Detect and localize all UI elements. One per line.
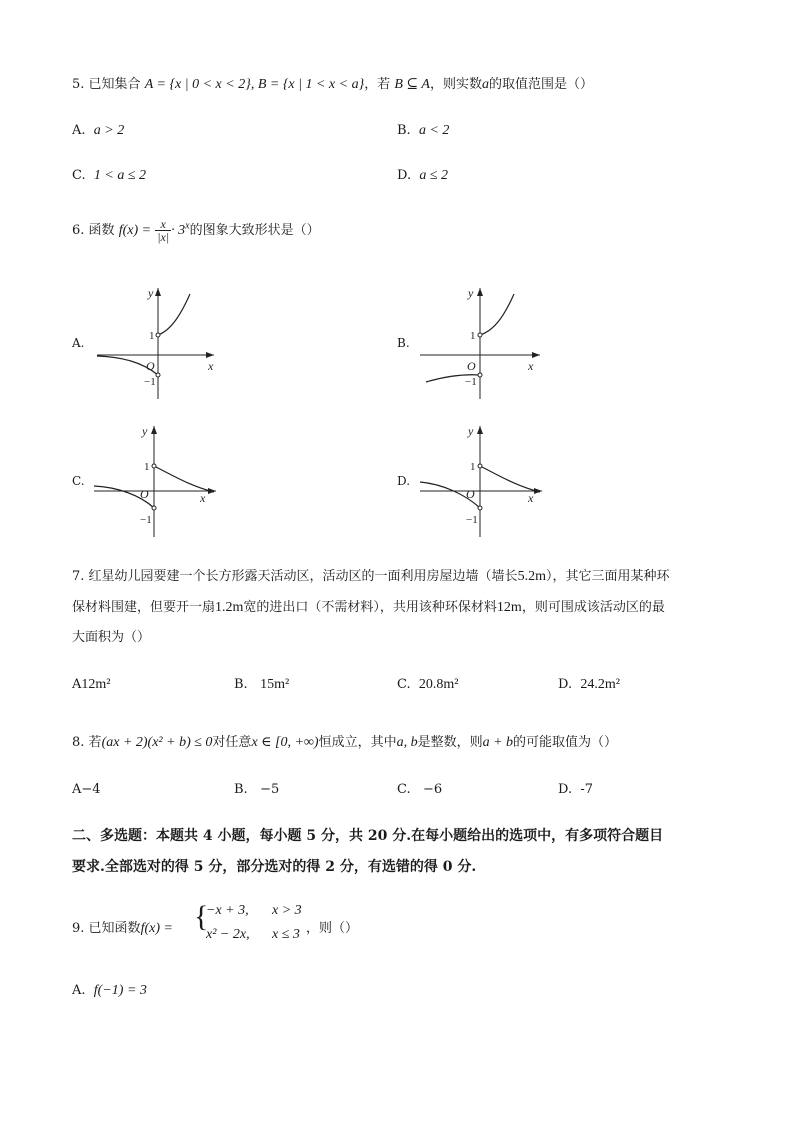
option-label: D. — [558, 677, 573, 692]
origin-label: O — [146, 359, 155, 373]
q8-vars: a, b — [396, 735, 418, 750]
q7-line2 — [72, 596, 665, 616]
option-text: 15m² — [260, 677, 290, 692]
tick-neg-one: −1 — [144, 376, 156, 388]
q9-func: f(x) = — [140, 921, 173, 936]
q5-sets: A = {x | 0 < x < 2}, B = {x | 1 < x < a} — [144, 77, 365, 92]
q8-mid3: 是整数，则 — [417, 735, 483, 750]
q9-prefix: 已知函数 — [88, 921, 141, 936]
section2-heading-line1: 二、多选题：本题共 4 小题，每小题 5 分，共 20 分.在每小题给出的选项中，有多项符合题目 — [72, 828, 664, 844]
x-axis-label: x — [208, 359, 214, 373]
q5-stem — [72, 73, 593, 93]
q9-case1: −x + 3, — [206, 903, 249, 918]
q8-end: 的可能取值为（） — [513, 735, 618, 750]
q7-material: 12m — [496, 600, 522, 615]
q7-line3: 大面积为（） — [72, 630, 151, 645]
q6-tail: · 3 — [171, 223, 186, 238]
q9-cond2: x ≤ 3 — [272, 927, 300, 942]
option-text: 20.8m² — [418, 677, 459, 692]
option-text: f(−1) = 3 — [93, 983, 147, 998]
q6-number: 6. — [72, 223, 85, 238]
q5-option-a[interactable] — [72, 123, 124, 139]
q7-gate: 1.2m — [215, 600, 244, 615]
q7-line1 — [72, 565, 669, 585]
option-label: C. — [397, 677, 411, 692]
graph-b[interactable] — [418, 282, 548, 402]
option-text: a < 2 — [418, 123, 450, 138]
q8-option-c[interactable] — [397, 782, 442, 797]
fraction-numerator: x — [155, 218, 171, 231]
graph-c[interactable] — [92, 420, 222, 540]
option-label: C. — [72, 168, 86, 183]
q8-domain: x ∈ [0, +∞) — [251, 735, 319, 750]
q5-end: 的取值范围是（） — [488, 77, 593, 92]
option-label: D. — [397, 168, 412, 183]
q6-prefix: 函数 — [88, 223, 115, 238]
q9-case2: x² − 2x, — [206, 927, 250, 942]
q5-number: 5. — [72, 77, 85, 92]
q9-option-a[interactable] — [72, 983, 147, 999]
q8-expression: (ax + 2)(x² + b) ≤ 0 — [101, 735, 213, 750]
tick-one: 1 — [144, 461, 150, 473]
option-label: A. — [72, 983, 86, 998]
q7-option-c[interactable] — [397, 677, 458, 693]
q5-mid: ，若 — [364, 77, 391, 92]
x-axis-label: x — [528, 491, 534, 505]
q7-text1: 红星幼儿园要建一个长方形露天活动区，活动区的一面利用房屋边墙（墙长 — [88, 569, 518, 584]
option-text: −6 — [423, 782, 443, 797]
tick-neg-one: −1 — [465, 376, 477, 388]
option-text: a ≤ 2 — [419, 168, 449, 183]
q9-brace: { — [194, 900, 209, 933]
q5-option-c[interactable] — [72, 168, 146, 184]
tick-one: 1 — [470, 330, 476, 342]
option-text: -7 — [580, 782, 594, 797]
q7-number: 7. — [72, 569, 85, 584]
q7-text2a: 保材料围建，但要开一扇 — [72, 600, 216, 615]
q6-end: 的图象大致形状是（） — [189, 223, 320, 238]
q9-end: ，则（） — [306, 921, 359, 936]
option-label: B. — [397, 123, 411, 138]
q8-number: 8. — [72, 735, 85, 750]
section2-heading-line2: 要求.全部选对的得 5 分，部分选对的得 2 分，有选错的得 0 分. — [72, 859, 477, 875]
q7-option-b[interactable] — [234, 677, 289, 693]
graph-c-label[interactable]: C. — [72, 474, 85, 488]
y-axis-label: y — [142, 424, 148, 438]
fraction-denominator: |x| — [157, 230, 170, 244]
q8-option-a[interactable] — [72, 782, 101, 797]
q6-func: f(x) = — [118, 223, 152, 238]
origin-label: O — [466, 487, 475, 501]
x-axis-label: x — [200, 491, 206, 505]
q6-stem — [72, 218, 320, 243]
graph-d-label[interactable]: D. — [397, 474, 411, 488]
q8-option-b[interactable] — [234, 782, 279, 797]
origin-label: O — [140, 487, 149, 501]
option-label: C. — [397, 782, 411, 797]
q5-var: a — [481, 77, 489, 92]
q7-text2b: 宽的进出口（不需材料），共用该种环保材料 — [243, 600, 497, 615]
option-text: −5 — [260, 782, 280, 797]
y-axis-label: y — [468, 424, 474, 438]
option-text: a > 2 — [93, 123, 125, 138]
graph-b-label[interactable]: B. — [397, 336, 410, 350]
tick-neg-one: −1 — [140, 514, 152, 526]
q7-text1b: ），其它三面用某种环 — [545, 569, 670, 584]
graph-a[interactable] — [92, 282, 222, 402]
y-axis-label: y — [468, 286, 474, 300]
q5-suffix: ，则实数 — [429, 77, 482, 92]
q8-mid2: 恒成立，其中 — [318, 735, 397, 750]
option-label: A — [72, 782, 82, 797]
option-label: B. — [234, 782, 248, 797]
q5-option-d[interactable] — [397, 168, 448, 184]
y-axis-label: y — [148, 286, 154, 300]
origin-label: O — [467, 359, 476, 373]
x-axis-label: x — [528, 359, 534, 373]
q8-stem — [72, 731, 617, 751]
q6-fraction — [155, 218, 171, 243]
q9-number: 9. — [72, 921, 85, 936]
q7-option-a[interactable] — [72, 677, 110, 693]
option-label: A. — [72, 123, 86, 138]
option-label: D. — [558, 782, 573, 797]
q9-prefix-group — [72, 917, 173, 937]
tick-one: 1 — [470, 461, 476, 473]
q8-option-d[interactable] — [558, 782, 593, 797]
q5-subset: B ⊆ A — [394, 77, 430, 92]
option-label: B. — [234, 677, 248, 692]
option-text: 1 < a ≤ 2 — [93, 168, 147, 183]
q6-exponent: x — [185, 220, 190, 232]
graph-d[interactable] — [418, 420, 548, 540]
q7-wall: 5.2m — [517, 569, 546, 584]
option-label: A — [72, 677, 82, 692]
q8-prefix: 若 — [88, 735, 102, 750]
q8-mid: 对任意 — [212, 735, 252, 750]
option-text: −4 — [81, 782, 101, 797]
option-text: 12m² — [81, 677, 111, 692]
tick-one: 1 — [149, 330, 155, 342]
option-text: 24.2m² — [580, 677, 620, 692]
q9-cond1: x > 3 — [272, 903, 302, 918]
q7-text2c: ，则可围成该活动区的最 — [521, 600, 665, 615]
q5-prefix: 已知集合 — [88, 77, 141, 92]
q8-sum: a + b — [482, 735, 514, 750]
q5-option-b[interactable] — [397, 123, 449, 139]
graph-a-label[interactable]: A. — [72, 336, 85, 350]
tick-neg-one: −1 — [466, 514, 478, 526]
q7-option-d[interactable] — [558, 677, 620, 693]
